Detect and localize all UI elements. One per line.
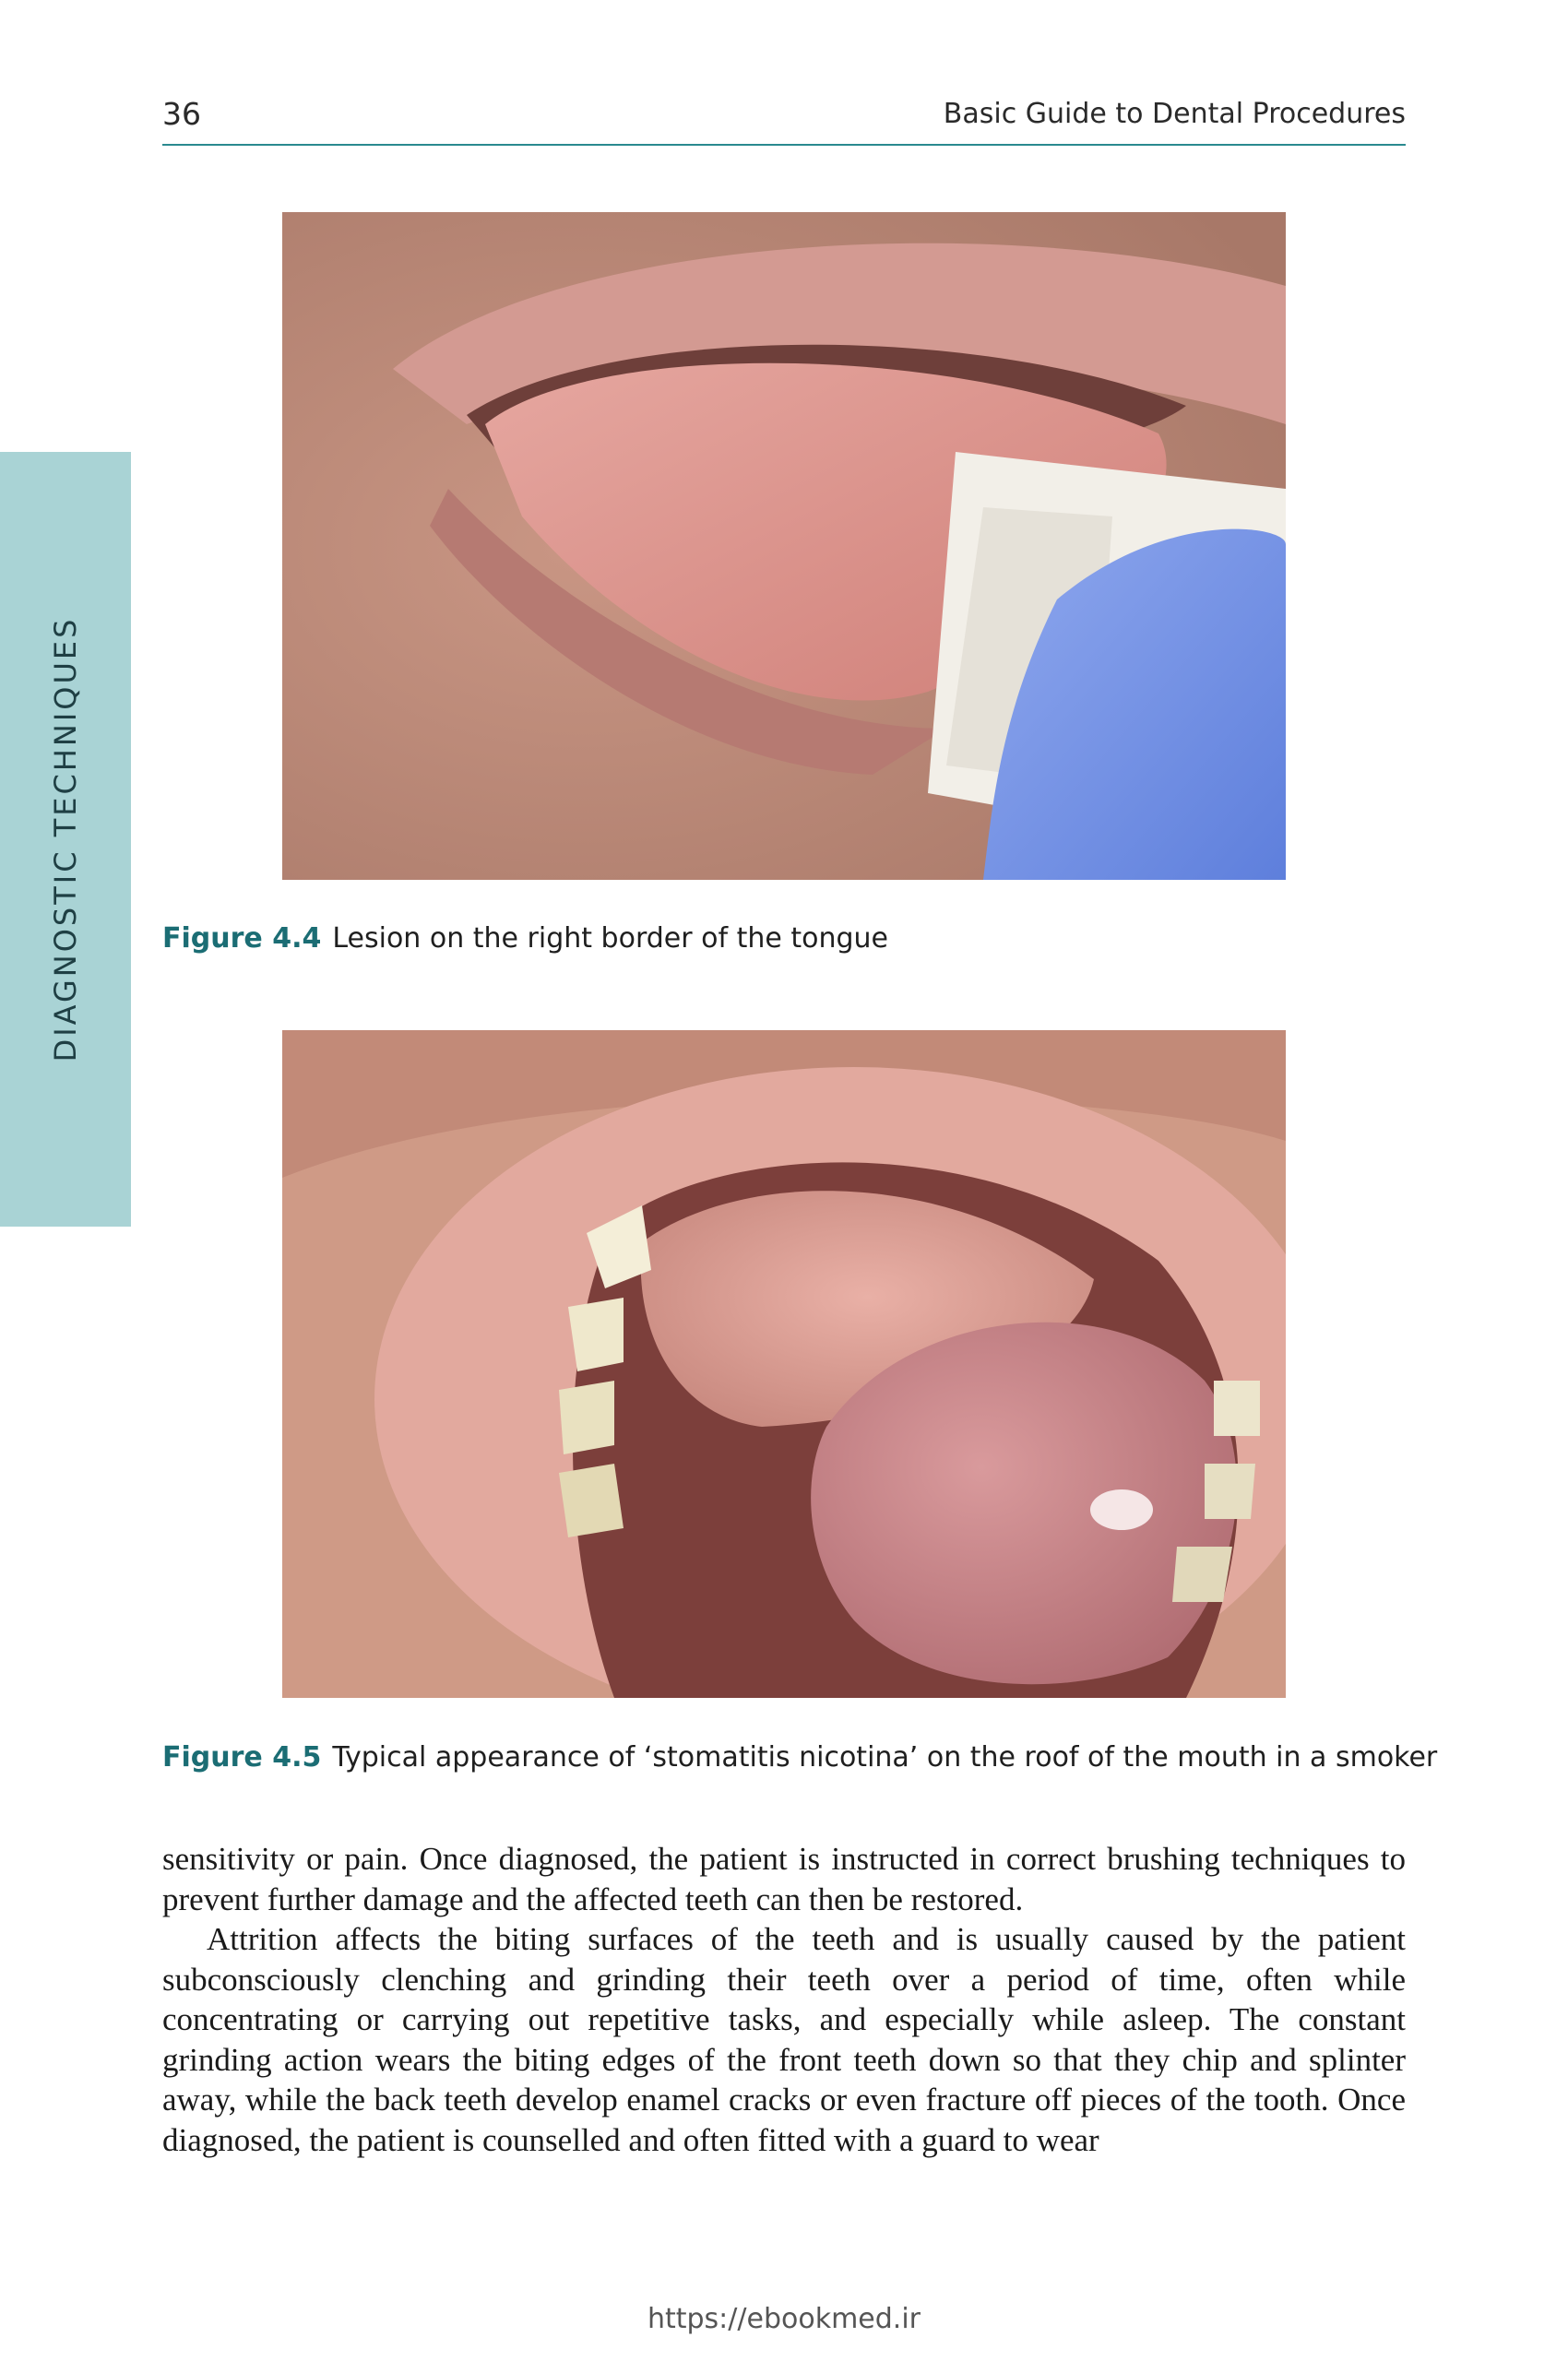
figure-4-4-caption-text: Lesion on the right border of the tongue <box>332 922 888 955</box>
body-text <box>162 1839 1406 2160</box>
footer-url: https://ebookmed.ir <box>647 2303 921 2335</box>
body-paragraph: Attrition affects the biting surfaces of the teeth and is usually caused by the patient subconsciously clenching and grinding their teeth over a period of time, often while concentrating or carrying out repetitive tasks, and especially while asleep. The constant grinding action wears the biting edges of the front teeth down so that they chip and splinter away, while the back teeth develop enamel cracks or even fracture off pieces of the tooth. Once diagnosed, the patient is counselled and often fitted with a guard to wear <box>162 1921 1406 2158</box>
header-rule <box>162 144 1406 146</box>
figure-4-4-label: Figure 4.4 <box>162 922 322 955</box>
figure-4-5-caption <box>162 1741 1438 1774</box>
body-paragraph: sensitivity or pain. Once diagnosed, the patient is instructed in correct brushing techniques to prevent further damage and the affected teeth can then be restored. <box>162 1841 1406 1917</box>
figure-4-4-caption <box>162 922 1417 955</box>
figure-4-4-photo <box>282 212 1286 880</box>
figure-4-5-label: Figure 4.5 <box>162 1741 322 1774</box>
running-header-title: Basic Guide to Dental Procedures <box>943 98 1406 130</box>
chapter-side-tab <box>0 452 131 1227</box>
figure-4-5-photo <box>282 1030 1286 1698</box>
figure-4-5-caption-text: Typical appearance of ‘stomatitis nicotina’ on the roof of the mouth in a smoker <box>332 1741 1438 1774</box>
chapter-side-tab-label: DIAGNOSTIC TECHNIQUES <box>48 616 83 1062</box>
page-number: 36 <box>162 96 201 132</box>
